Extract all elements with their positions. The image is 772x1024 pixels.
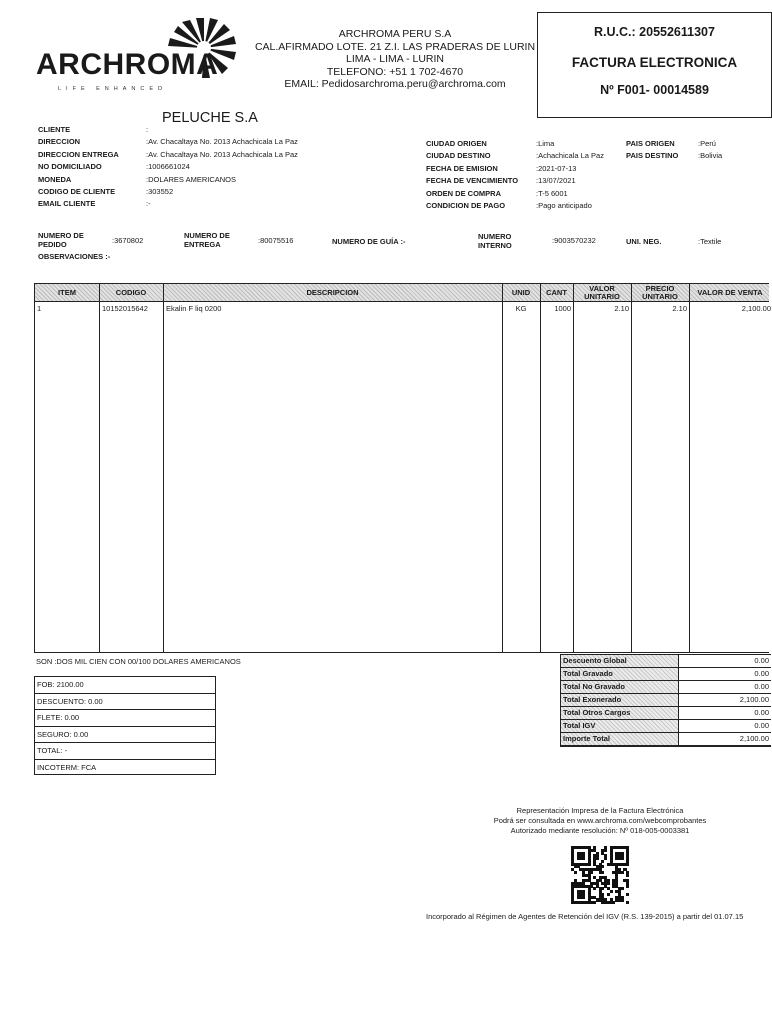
totals-row — [561, 707, 771, 720]
totals-row — [561, 668, 771, 681]
totals-box — [560, 654, 771, 747]
info_mid-label: CIUDAD ORIGEN — [426, 139, 487, 148]
fob-row: FOB: 2100.00 — [35, 677, 215, 694]
company-address-1: CAL.AFIRMADO LOTE. 21 Z.I. LAS PRADERAS DE LURIN — [254, 40, 536, 53]
footer-line-1: Representación Impresa de la Factura Electrónica — [516, 806, 684, 815]
info_left-value: :303552 — [146, 186, 174, 196]
info_left-value: :1006661024 — [146, 162, 190, 172]
info_left-label: CODIGO DE CLIENTE — [38, 186, 116, 196]
info_left-row — [38, 198, 428, 210]
info_left-row — [38, 186, 428, 198]
info_mid-value: :Achachicala La Paz — [536, 151, 604, 161]
th-item: ITEM — [58, 288, 76, 297]
info_mid-label: ORDEN DE COMPRA — [426, 188, 502, 198]
th-unid: UNID — [511, 288, 531, 297]
interno-value: :9003570232 — [552, 236, 596, 245]
document-type: FACTURA ELECTRONICA — [571, 55, 738, 70]
totals-label: Total Gravado — [561, 668, 679, 680]
interno-label: NUMERO INTERNO — [478, 232, 512, 250]
items-table — [34, 283, 769, 653]
info_left-row — [38, 149, 428, 161]
descuento-row: DESCUENTO: 0.00 — [35, 694, 215, 711]
qr-module — [601, 860, 604, 863]
entrega-label: NUMERO DE ENTREGA — [184, 231, 230, 249]
qr-module — [607, 882, 610, 885]
info_right-row — [626, 138, 766, 150]
totals-row — [561, 720, 771, 733]
info_mid-value: :2021-07-13 — [536, 163, 577, 173]
totals-row — [561, 655, 771, 668]
info_left-row — [38, 136, 428, 148]
info_mid-label: CONDICION DE PAGO — [426, 200, 506, 210]
totals-value: 0.00 — [754, 669, 769, 678]
th-precio-unitario: PRECIO UNITARIO — [642, 284, 678, 301]
totals-label: Importe Total — [561, 733, 679, 745]
company-info — [250, 28, 540, 91]
qr-module — [604, 857, 607, 860]
qr-module — [601, 887, 604, 890]
fob-box — [34, 676, 216, 775]
observaciones-label: OBSERVACIONES :- — [38, 252, 111, 261]
info_mid-value: :13/07/2021 — [536, 176, 576, 186]
cell-descripcion: Ekalin F liq 0200 — [166, 304, 222, 313]
entrega-value: :80075516 — [258, 236, 294, 245]
qr-module — [610, 890, 613, 893]
company-address-2: LIMA - LIMA - LURIN — [345, 53, 445, 65]
info_mid-row — [426, 138, 626, 150]
info_right-value: :Bolivia — [698, 151, 723, 161]
qr-module — [612, 901, 615, 904]
totals-value: 0.00 — [754, 721, 769, 730]
info_left-value: :- — [146, 199, 151, 209]
qr-module — [601, 871, 604, 874]
guia-label: NUMERO DE GUÍA :- — [332, 237, 406, 246]
document-number: Nº F001- 00014589 — [600, 83, 709, 97]
qr-module — [621, 871, 624, 874]
info-left — [38, 124, 428, 211]
info_left-value: :DOLARES AMERICANOS — [146, 174, 237, 184]
info_right-row — [626, 150, 766, 162]
qr-module — [574, 871, 577, 874]
qr-module — [626, 893, 629, 896]
qr-module — [593, 887, 596, 890]
pedido-label: NUMERO DE PEDIDO — [38, 231, 84, 249]
qr-module — [601, 865, 604, 868]
th-valor-venta: VALOR DE VENTA — [697, 288, 763, 297]
info_mid-label: CIUDAD DESTINO — [426, 151, 491, 161]
pedido-value: :3670802 — [112, 236, 144, 245]
totals-label: Total IGV — [561, 720, 679, 732]
logo-wordmark: ARCHROMA — [36, 48, 219, 81]
qr-module — [626, 874, 629, 877]
company-email: EMAIL: Pedidosarchroma.peru@archroma.com — [284, 78, 506, 90]
unineg-label: UNI. NEG. — [626, 237, 662, 246]
cell-unid: KG — [515, 304, 527, 313]
cell-cant: 1000 — [554, 304, 571, 313]
totals-row — [561, 694, 771, 707]
totals-row — [561, 733, 771, 746]
table-row — [35, 304, 769, 316]
client-name: PELUCHE S.A — [162, 110, 258, 126]
company-name: ARCHROMA PERU S.A — [338, 28, 452, 40]
info_left-row — [38, 161, 428, 173]
logo-tagline: LIFE ENHANCED — [58, 86, 168, 92]
ruc-number: R.U.C.: 20552611307 — [594, 25, 715, 39]
qr-module — [590, 871, 593, 874]
info_left-label: CLIENTE — [38, 125, 71, 134]
info_left-label: DIRECCION ENTREGA — [38, 149, 119, 159]
info_left-row — [38, 174, 428, 186]
seguro-row: SEGURO: 0.00 — [35, 727, 215, 744]
flete-row: FLETE: 0.00 — [35, 710, 215, 727]
totals-value: 2,100.00 — [739, 734, 769, 743]
cell-valor-unitario: 2.10 — [614, 304, 629, 313]
info_mid-label: FECHA DE EMISION — [426, 163, 498, 173]
qr-module — [621, 887, 624, 890]
info_right-label: PAIS ORIGEN — [626, 139, 675, 148]
qr-module — [593, 901, 596, 904]
th-codigo: CODIGO — [115, 288, 147, 297]
info_mid-value: :Lima — [536, 139, 555, 148]
qr-module — [582, 896, 585, 899]
qr-module — [588, 863, 591, 866]
qr-module — [626, 863, 629, 866]
th-descripcion: DESCRIPCION — [306, 288, 359, 297]
logo — [36, 18, 246, 92]
info_left-value: :Av. Chacaltaya No. 2013 Achachicala La Paz — [146, 149, 298, 159]
totals-label: Total Exonerado — [561, 694, 679, 706]
info_right-value: :Perú — [698, 139, 716, 148]
qr-module — [582, 857, 585, 860]
info_mid-row — [426, 175, 626, 187]
totals-value: 2,100.00 — [739, 695, 769, 704]
qr-module — [604, 849, 607, 852]
incoterm-row: INCOTERM: FCA — [37, 762, 97, 772]
unineg-value: :Textile — [698, 237, 722, 246]
qr-module — [626, 885, 629, 888]
company-phone: TELEFONO: +51 1 702-4670 — [326, 65, 464, 78]
info-right — [626, 138, 766, 163]
footer-line-2: Podrá ser consultada en www.archroma.com/webcomprobantes — [493, 816, 707, 825]
ruc-box — [537, 12, 772, 118]
cell-precio-unitario: 2.10 — [672, 304, 687, 313]
cell-item: 1 — [37, 304, 42, 313]
totals-label: Total Otros Cargos — [561, 707, 679, 719]
totals-value: 0.00 — [754, 708, 769, 717]
totals-label: Descuento Global — [561, 655, 679, 667]
totals-row — [561, 681, 771, 694]
cell-codigo: 10152015642 — [102, 304, 148, 313]
info_mid-label: FECHA DE VENCIMIENTO — [426, 176, 519, 186]
info_left-label: EMAIL CLIENTE — [38, 199, 96, 209]
totals-value: 0.00 — [754, 656, 769, 665]
info_mid-row — [426, 150, 626, 162]
info_left-label: MONEDA — [38, 174, 72, 184]
totals-value: 0.00 — [754, 682, 769, 691]
info_left-value: : — [146, 125, 149, 134]
footer-line-3: Autorizado mediante resolución: Nº 018-005-0003381 — [510, 826, 690, 835]
info_right-label: PAIS DESTINO — [626, 151, 679, 161]
th-valor-unitario: VALOR UNITARIO — [584, 284, 620, 301]
retention-note: Incorporado al Régimen de Agentes de Retención del IGV (R.S. 139-2015) a partir del 01.07.15 — [426, 912, 744, 921]
qr-module — [621, 857, 624, 860]
info_left-label: NO DOMICILIADO — [38, 162, 102, 172]
info_mid-row — [426, 188, 626, 200]
info_mid-row — [426, 200, 626, 212]
qr-module — [596, 857, 599, 860]
total-row: TOTAL: - — [35, 743, 215, 760]
qr-code — [571, 846, 629, 902]
qr-module — [621, 898, 624, 901]
amount-in-words: SON :DOS MIL CIEN CON 00/100 DOLARES AMERICANOS — [36, 657, 241, 666]
info_mid-row — [426, 163, 626, 175]
footer-legal — [470, 806, 730, 836]
info_mid-value: :T-5 6001 — [536, 188, 568, 198]
totals-label: Total No Gravado — [561, 681, 679, 693]
info_left-value: :Av. Chacaltaya No. 2013 Achachicala La Paz — [146, 137, 298, 147]
cell-valor-venta: 2,100.00 — [741, 304, 771, 313]
info_mid-value: :Pago anticipado — [536, 200, 592, 210]
qr-module — [607, 893, 610, 896]
info-mid — [426, 138, 626, 212]
info_left-row — [38, 124, 428, 136]
qr-module — [626, 901, 629, 904]
th-cant: CANT — [546, 288, 567, 297]
info_left-label: DIRECCION — [38, 137, 81, 147]
